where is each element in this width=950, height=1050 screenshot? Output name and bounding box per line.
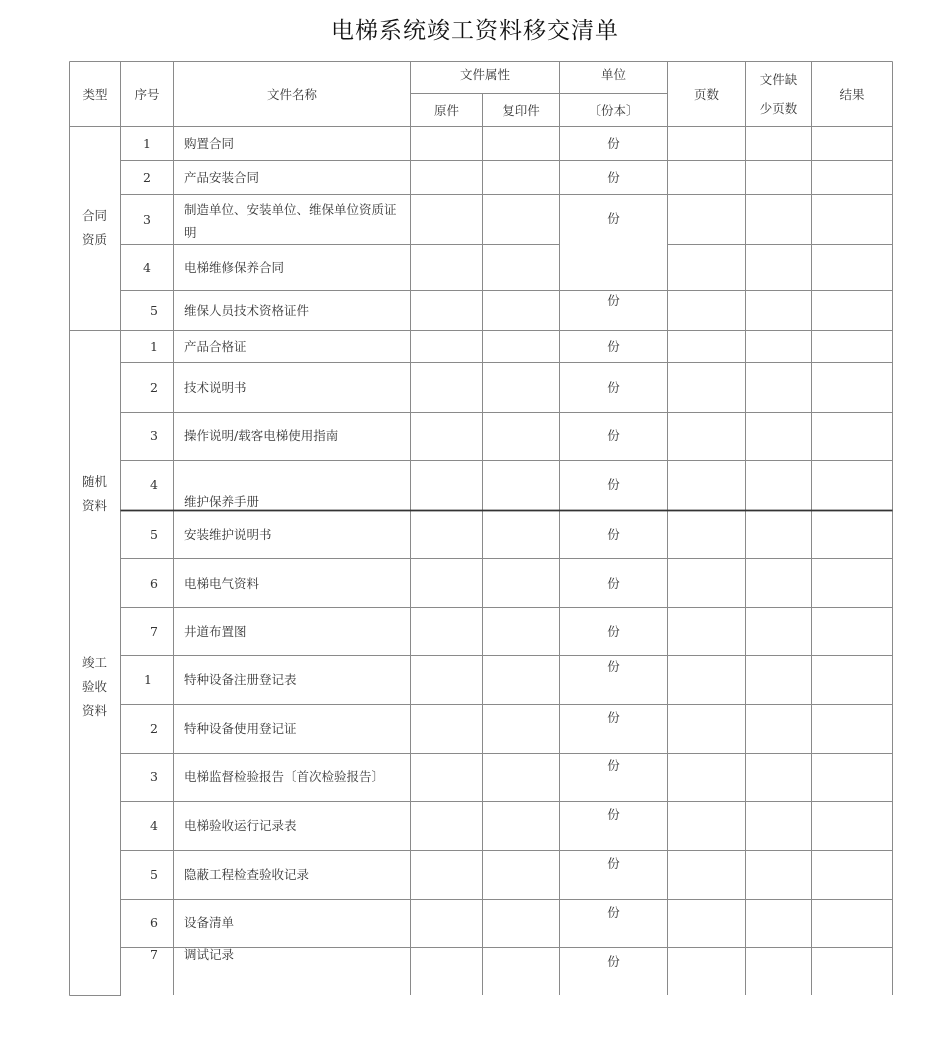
row-name: 维保人员技术资格证件 (184, 303, 310, 318)
row-unit: 份 (607, 428, 620, 443)
row-seq: 4 (150, 477, 158, 492)
row-name-line: 制造单位、安装单位、维保单位资质证 (184, 202, 397, 217)
row-name: 购置合同 (184, 136, 235, 151)
row-name: 维护保养手册 (184, 494, 260, 509)
row-seq: 1 (144, 672, 152, 687)
header-missing-top: 文件缺 (759, 72, 798, 87)
row-unit: 份 (607, 905, 620, 920)
row-unit: 份 (607, 710, 620, 725)
row-unit: 份 (607, 136, 620, 151)
row-unit: 份 (607, 954, 620, 969)
row-seq: 5 (150, 303, 158, 318)
row-name: 电梯验收运行记录表 (184, 818, 297, 833)
row-seq: 4 (150, 818, 158, 833)
group-label-random: 随机 资料 (82, 474, 108, 513)
row-name: 隐蔽工程检查验收记录 (184, 867, 310, 882)
header-copy: 复印件 (502, 103, 540, 118)
group-label-acceptance: 竣工 验收 资料 (82, 655, 108, 718)
row-seq: 2 (150, 380, 158, 395)
row-name: 电梯监督检验报告〔首次检验报告〕 (184, 769, 385, 784)
row-name: 操作说明/载客电梯使用指南 (184, 428, 339, 443)
row-seq: 3 (150, 769, 158, 784)
row-name: 特种设备使用登记证 (184, 721, 297, 736)
row-unit: 份 (607, 807, 620, 822)
group-label-contract: 合同 资质 (82, 208, 108, 247)
row-seq: 1 (150, 339, 158, 354)
row-name: 安装维护说明书 (184, 527, 272, 542)
row-unit: 份 (607, 856, 620, 871)
row-seq: 2 (143, 170, 151, 185)
header-unit-sub: 〔份本〕 (588, 103, 639, 118)
row-seq: 7 (150, 624, 158, 639)
row-name: 特种设备注册登记表 (184, 672, 297, 687)
header-missing-bottom: 少页数 (759, 101, 798, 116)
row-unit: 份 (607, 380, 620, 395)
header-result: 结果 (839, 87, 865, 102)
row-unit: 份 (607, 211, 620, 226)
row-name: 设备清单 (184, 915, 235, 930)
row-name: 井道布置图 (184, 624, 247, 639)
header-unit: 单位 (600, 67, 626, 82)
header-pages: 页数 (693, 87, 719, 102)
row-name: 电梯电气资料 (184, 576, 260, 591)
header-type: 类型 (82, 87, 108, 102)
row-name: 电梯维修保养合同 (184, 260, 285, 275)
row-seq: 1 (143, 136, 151, 151)
row-unit: 份 (607, 527, 620, 542)
row-name: 产品安装合同 (184, 170, 260, 185)
row-seq: 6 (150, 576, 158, 591)
header-seq: 序号 (134, 87, 160, 102)
row-seq: 4 (143, 260, 151, 275)
row-name: 产品合格证 (184, 339, 247, 354)
row-name: 技术说明书 (184, 380, 247, 395)
row-unit: 份 (607, 339, 620, 354)
row-unit: 份 (607, 170, 620, 185)
row-seq: 6 (150, 915, 158, 930)
row-unit: 份 (607, 576, 620, 591)
row-seq: 7 (150, 947, 158, 962)
row-unit: 份 (607, 477, 620, 492)
row-seq: 3 (150, 428, 158, 443)
page-title: 电梯系统竣工资料移交清单 (331, 18, 619, 44)
row-unit: 份 (607, 659, 620, 674)
row-unit: 份 (607, 293, 620, 308)
header-original: 原件 (433, 103, 459, 118)
row-seq: 5 (150, 867, 158, 882)
row-seq: 3 (143, 212, 151, 227)
header-filename: 文件名称 (266, 87, 317, 102)
row-seq: 5 (150, 527, 158, 542)
row-name-line: 明 (184, 225, 197, 240)
row-name: 调试记录 (184, 947, 235, 962)
row-unit: 份 (607, 758, 620, 773)
row-unit: 份 (607, 624, 620, 639)
row-seq: 2 (150, 721, 158, 736)
header-file-attr: 文件属性 (459, 67, 510, 82)
